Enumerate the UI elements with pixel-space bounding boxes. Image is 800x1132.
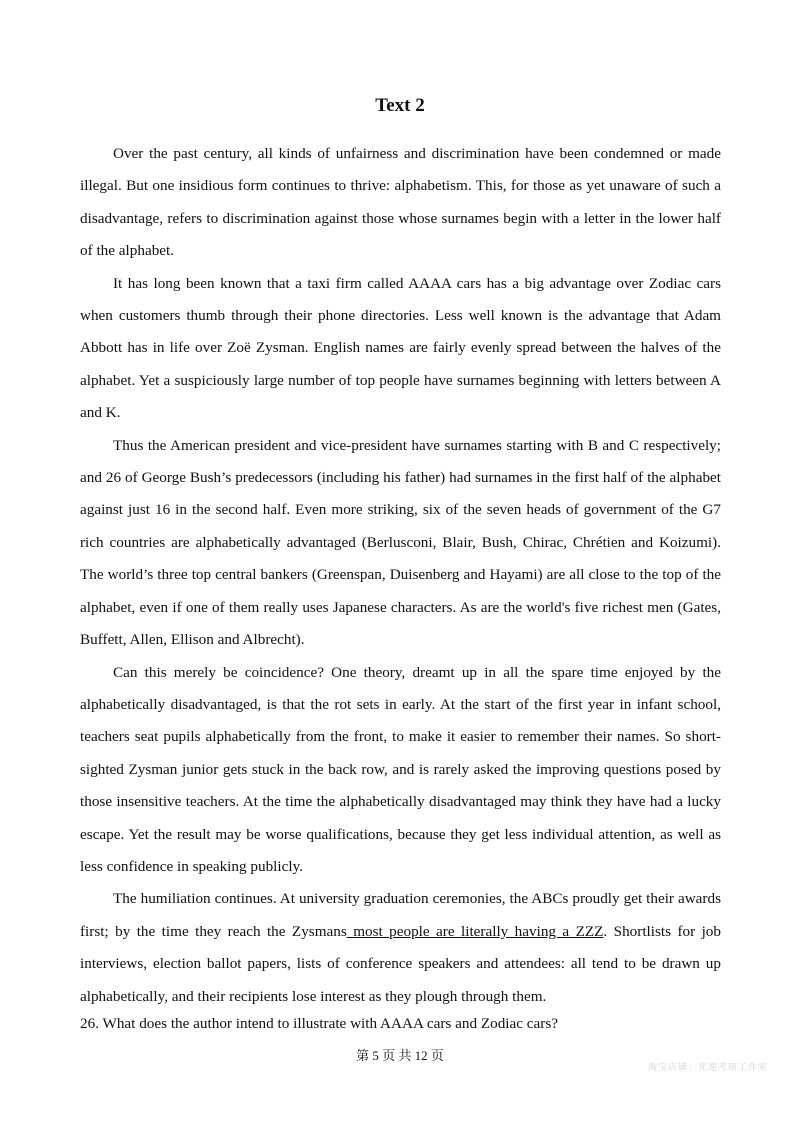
paragraph-1: Over the past century, all kinds of unfairness and discrimination have been condemned or made illegal. But one insidious form continues to thrive: alphabetism. This, for those as yet unaware of such a disadvantage, refers to discrimination against those whose surnames begin with a letter in the lower half of the alphabet. <box>80 145 721 260</box>
paragraph-3: Thus the American president and vice-president have surnames starting with B and C respectively; and 26 of George Bush’s predecessors (including his father) had surnames in the first half of the alphabet against just 16 in the second half. Even more striking, six of the seven heads of government of the G7 rich countries are alphabetically advantaged (Berlusconi, Blair, Bush, Chirac, Chrétien and Koizumi). The world’s three top central bankers (Greenspan, Duisenberg and Hayami) are all close to the top of the alphabet, even if one of them really uses Japanese characters. As are the world's five richest men (Gates, Buffett, Allen, Ellison and Albrecht). <box>80 436 721 649</box>
text-title: Text 2 <box>375 95 425 116</box>
paragraph-5 <box>80 883 721 1013</box>
paragraph-5-text-before: The humiliation continues. At university graduation ceremonies, the ABCs proudly get their awards first; by the time they reach the Zysmans <box>80 890 721 940</box>
question-26: 26. What does the author intend to illustrate with AAAA cars and Zodiac cars? <box>80 1015 558 1032</box>
paragraph-2: It has long been known that a taxi firm called AAAA cars has a big advantage over Zodiac cars when customers thumb through their phone directories. Less well known is the advantage that Adam Abbott has in life over Zoë Zysman. English names are fairly evenly spread between the halves of the alphabet. Yet a suspiciously large number of top people have surnames beginning with letters between A and K. <box>80 274 721 422</box>
passage-body <box>80 138 721 1013</box>
paragraph-5-text-after: . Shortlists for job interviews, election ballot papers, lists of conference speakers and attendees: all tend to be drawn up alphabetically, and their recipients lose interest as they plough through them. <box>80 922 721 1005</box>
store-watermark: 淘宝店铺：光速考研工作室 <box>648 1063 769 1073</box>
paragraph-4: Can this merely be coincidence? One theory, dreamt up in all the spare time enjoyed by the alphabetically disadvantaged, is that the rot sets in early. At the start of the first year in infant school, teachers seat pupils alphabetically from the front, to make it easier to remember their names. So short-sighted Zysman junior gets stuck in the back row, and is rarely asked the improving questions posed by those insensitive teachers. At the time the alphabetically disadvantaged may think they have had a lucky escape. Yet the result may be worse qualifications, because they get less individual attention, as well as less confidence in speaking publicly. <box>80 663 721 875</box>
page-number: 第 5 页 共 12 页 <box>356 1048 444 1063</box>
underlined-phrase: most people are literally having a ZZZ <box>346 922 604 940</box>
